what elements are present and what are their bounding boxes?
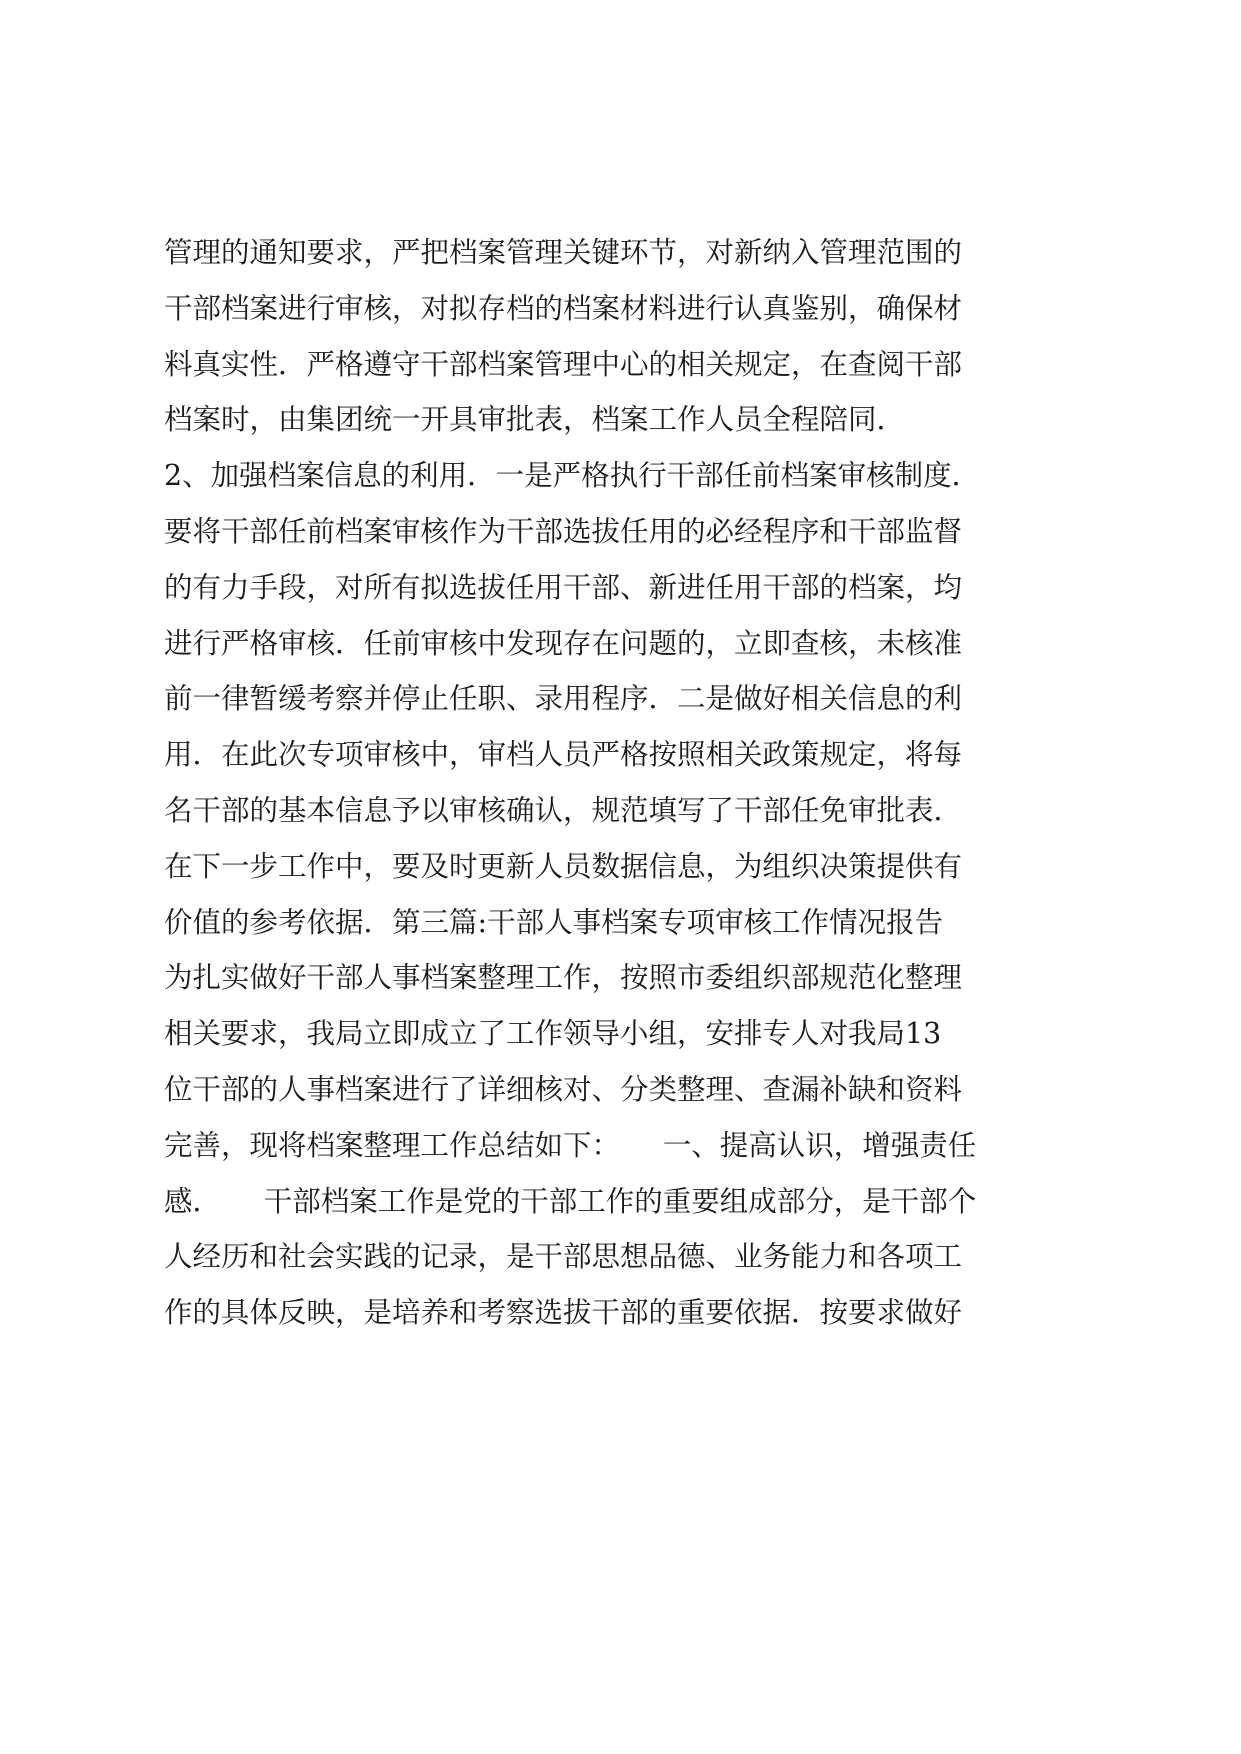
text-line: 人经历和社会实践的记录，是干部思想品德、业务能力和各项工 <box>164 1240 963 1274</box>
text-line: 要将干部任前档案审核作为干部选拔任用的必经程序和干部监督 <box>164 514 963 548</box>
text-line: 完善，现将档案整理工作总结如下： 一、提高认识，增强责任 <box>164 1128 977 1162</box>
text-line: 2、加强档案信息的利用．一是严格执行干部任前档案审核制度． <box>164 459 981 493</box>
text-line: 位干部的人事档案进行了详细核对、分类整理、查漏补缺和资料 <box>164 1072 963 1106</box>
text-line: 的有力手段，对所有拟选拔任用干部、新进任用干部的档案，均 <box>164 570 963 604</box>
text-line: 干部档案进行审核，对拟存档的档案材料进行认真鉴别，确保材 <box>164 291 963 325</box>
text-line: 前一律暂缓考察并停止任职、录用程序．二是做好相关信息的利 <box>164 682 963 716</box>
text-line: 用．在此次专项审核中，审档人员严格按照相关政策规定，将每 <box>164 738 963 772</box>
text-line: 为扎实做好干部人事档案整理工作，按照市委组织部规范化整理 <box>164 961 963 995</box>
text-line: 管理的通知要求，严把档案管理关键环节，对新纳入管理范围的 <box>164 236 963 269</box>
text-line: 档案时，由集团统一开具审批表，档案工作人员全程陪同． <box>164 403 906 437</box>
text-line: 在下一步工作中，要及时更新人员数据信息，为组织决策提供有 <box>164 849 963 883</box>
text-line: 作的具体反映，是培养和考察选拔干部的重要依据．按要求做好 <box>164 1296 963 1330</box>
text-line: 名干部的基本信息予以审核确认，规范填写了干部任免审批表． <box>164 793 963 827</box>
text-line: 进行严格审核．任前审核中发现存在问题的，立即查核，未核准 <box>164 626 963 660</box>
body-text <box>164 225 1094 1341</box>
text-line: 价值的参考依据．第三篇:干部人事档案专项审核工作情况报告 <box>164 905 944 939</box>
text-line: 相关要求，我局立即成立了工作领导小组，安排专人对我局13 <box>164 1017 942 1051</box>
text-line: 料真实性．严格遵守干部档案管理中心的相关规定，在查阅干部 <box>164 347 963 381</box>
text-line: 感． 干部档案工作是党的干部工作的重要组成部分，是干部个 <box>164 1184 977 1218</box>
